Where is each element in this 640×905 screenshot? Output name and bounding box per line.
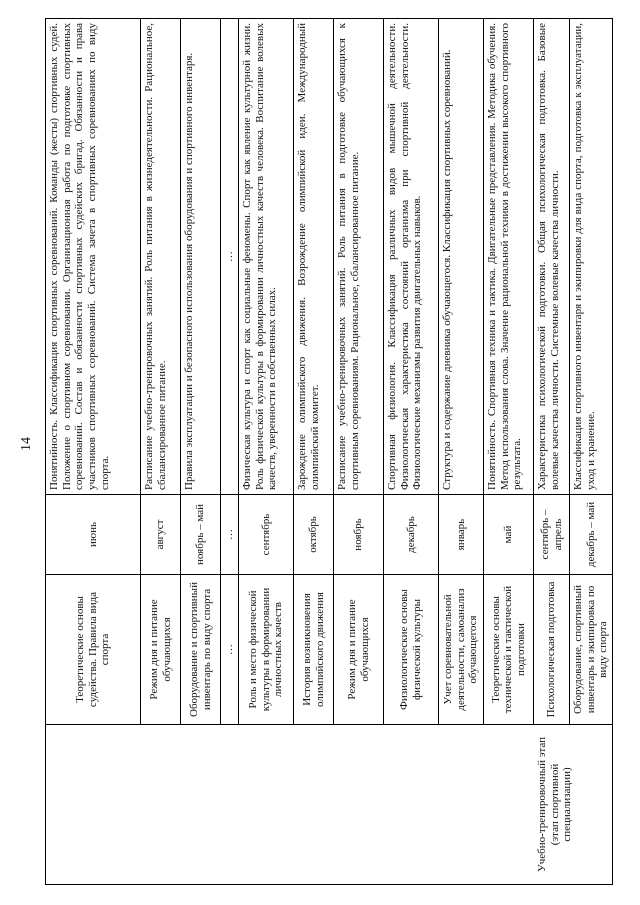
row-topic: Оборудование и спортивный инвентарь по виду спорта (181, 575, 221, 725)
row-month: январь (439, 495, 484, 575)
program-table (45, 18, 613, 885)
row-month: ноябрь – май (181, 495, 221, 575)
table-wrapper (45, 19, 611, 885)
row-content: … (221, 19, 239, 495)
row-month: август (141, 495, 181, 575)
row-topic: Психологическая подготовка (534, 575, 570, 725)
row-month: июнь (46, 495, 141, 575)
row-month: … (221, 495, 239, 575)
row-topic: Физиологические основы физической культуры (384, 575, 439, 725)
row-content: Расписание учебно-тренировочных занятий. Роль питания в подготовке обучающихся к спортивным соревнованиям. Рациональное, сбалансированное питание. (334, 19, 384, 495)
row-content: Структура и содержание дневника обучающегося. Классификация спортивных соревнований. (439, 19, 484, 495)
table-rotation-frame (45, 19, 611, 885)
row-topic: Оборудование, спортивный инвентарь и экипировка по виду спорта (570, 575, 613, 725)
row-content: Зарождение олимпийского движения. Возрождение олимпийской идеи. Международный олимпийский комитет. (294, 19, 334, 495)
row-month: декабрь (384, 495, 439, 575)
row-topic: Учет соревновательной деятельности, самоанализ обучающегося (439, 575, 484, 725)
row-topic: История возникновения олимпийского движения (294, 575, 334, 725)
stage-label: Учебно-тренировочный этап (этап спортивной специализации) (46, 725, 613, 885)
row-month: октябрь (294, 495, 334, 575)
row-month: сентябрь – апрель (534, 495, 570, 575)
row-month: май (484, 495, 534, 575)
row-content: Правила эксплуатации и безопасного использования оборудования и спортивного инвентаря. (181, 19, 221, 495)
row-content: Расписание учебно-тренировочных занятий. Роль питания в жизнедеятельности. Рациональное, сбалансированное питание. (141, 19, 181, 495)
row-month: ноябрь (334, 495, 384, 575)
row-content: Спортивная физиология. Классификация различных видов мышечной деятельности. Физиологическая характеристика состояний организма при спортивной деятельности. Физиологические механизмы развития двигательных навыков. (384, 19, 439, 495)
row-month: сентябрь (239, 495, 294, 575)
row-topic: Теоретические основы технической и тактической подготовки (484, 575, 534, 725)
row-topic: Теоретические основы судейства. Правила вида спорта (46, 575, 141, 725)
row-content: Физическая культура и спорт как социальные феномены. Спорт как явление культурной жизни. Роль физической культуры в формировании личностных качеств человека. Воспитание волевых качеств, уверенности в собственных силах. (239, 19, 294, 495)
row-topic: Режим дня и питание обучающихся (141, 575, 181, 725)
row-content: Характеристика психологической подготовки. Общая психологическая подготовка. Базовые волевые качества личности. Системные волевые качества личности. (534, 19, 570, 495)
row-month: декабрь – май (570, 495, 613, 575)
table-row (46, 19, 141, 885)
row-topic: Режим дня и питание обучающихся (334, 575, 384, 725)
row-content: Понятийность. Классификация спортивных соревнований. Команды (жесты) спортивных судей. Положение о спортивном соревновании. Организационная работа по подготовке спортивных соревнований. Состав и обязанности спортивных судейских бригад. Обязанности и права участников спортивных соревнований. Система зачета в спортивных соревнованиях по виду спорта. (46, 19, 141, 495)
row-topic: Роль и место физической культуры в формировании личностных качеств (239, 575, 294, 725)
page-number: 14 (19, 437, 34, 451)
row-content: Понятийность. Спортивная техника и тактика. Двигательные представления. Методика обучения. Метод использования слова. Значение рациональной техники в достижении высокого спортивного результата. (484, 19, 534, 495)
row-topic: … (221, 575, 239, 725)
row-content: Классификация спортивного инвентаря и экипировки для вида спорта, подготовка к эксплуатации, уход и хранение. (570, 19, 613, 495)
